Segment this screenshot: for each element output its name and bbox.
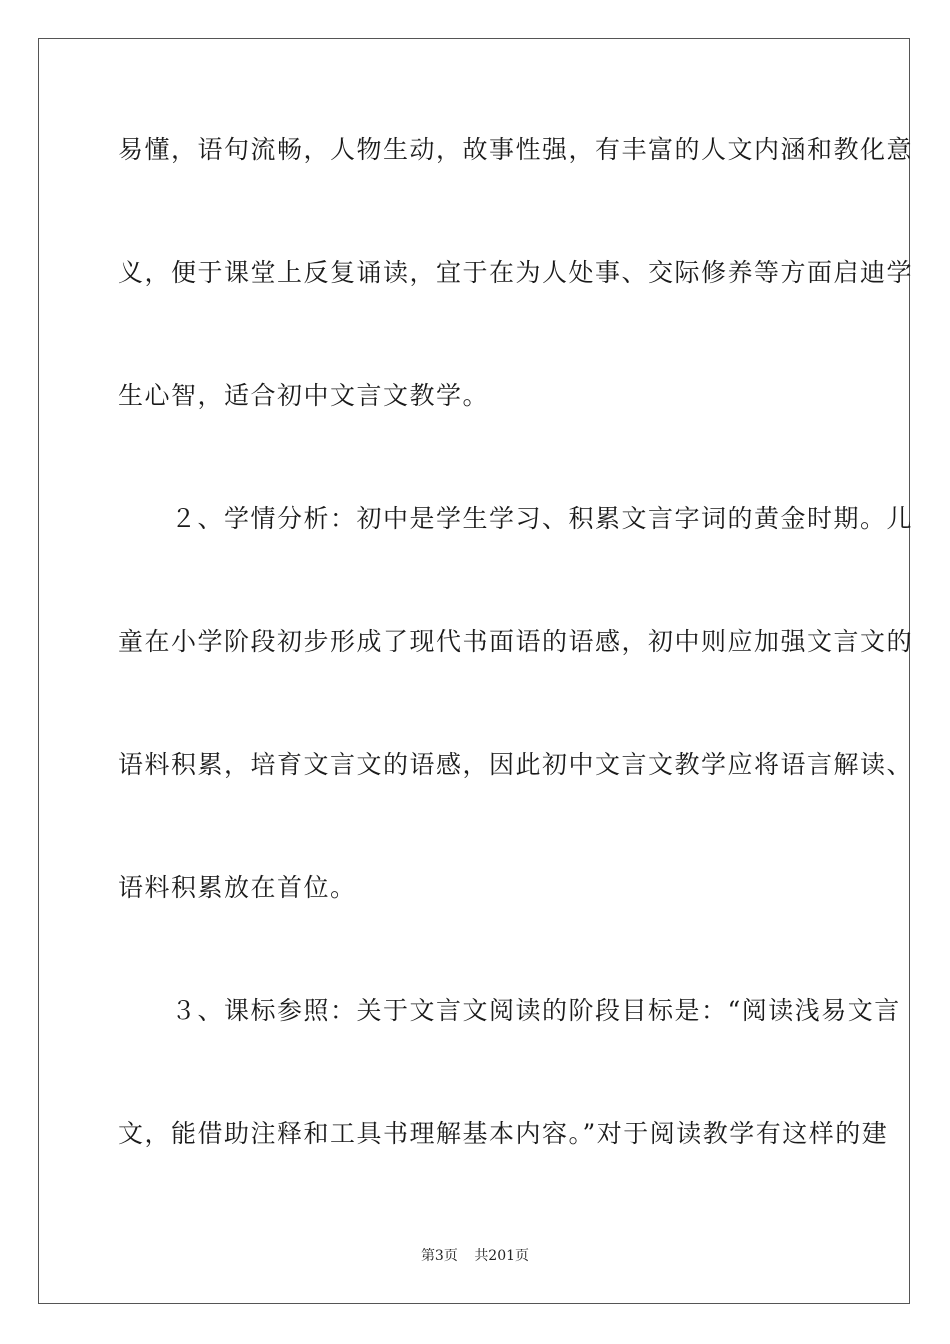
body-text-line: ３、课标参照：关于文言文阅读的阶段目标是：“阅读浅易文言	[118, 996, 901, 1025]
body-text-line: 语料积累，培育文言文的语感，因此初中文言文教学应将语言解读、	[118, 750, 914, 779]
body-text-line: 文，能借助注释和工具书理解基本内容。”对于阅读教学有这样的建	[118, 1119, 889, 1148]
body-text-line: 生心智，适合初中文言文教学。	[118, 381, 490, 410]
body-text-line: ２、学情分析：初中是学生学习、积累文言字词的黄金时期。儿	[118, 504, 914, 533]
page-frame	[38, 38, 914, 1304]
total-page-count: 共201页	[474, 1248, 530, 1264]
current-page-number: 第3页	[420, 1248, 458, 1264]
body-text-line: 童在小学阶段初步形成了现代书面语的语感，初中则应加强文言文的	[118, 627, 914, 656]
body-text-line: 义，便于课堂上反复诵读，宜于在为人处事、交际修养等方面启迪学	[118, 258, 914, 287]
page-footer	[0, 1247, 950, 1265]
body-text-line: 语料积累放在首位。	[118, 873, 357, 902]
body-text-line: 易懂，语句流畅，人物生动，故事性强，有丰富的人文内涵和教化意	[118, 135, 914, 164]
